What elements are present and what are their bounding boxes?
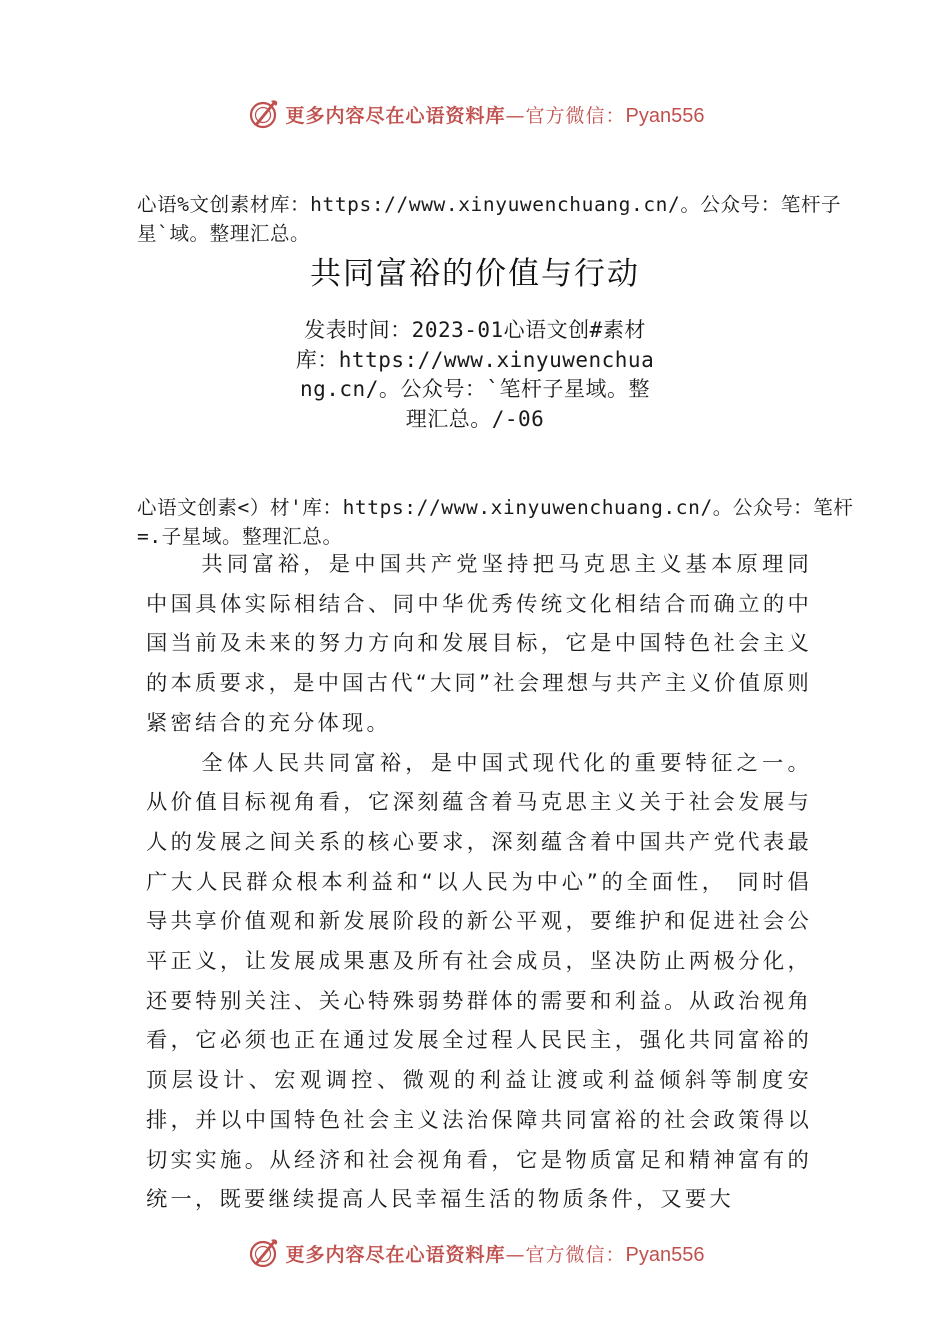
header-watermark-banner <box>0 92 950 136</box>
source-note-top: 心语%文创素材库：https://www.xinyuwenchuang.cn/。公众号：笔杆子星`域。整理汇总。 <box>137 193 842 245</box>
publish-meta: 发表时间：2023-01心语文创#素材库：https://www.xinyuwenchuang.cn/。公众号：`笔杆子星域。整理汇总。/-06 <box>295 318 655 431</box>
quill-seal-icon <box>246 1236 280 1270</box>
footer-watermark-banner <box>0 1231 950 1275</box>
watermark-text: 更多内容尽在心语资料库—官方微信：Pyan556 <box>285 1243 705 1266</box>
quill-seal-icon <box>246 97 280 131</box>
watermark-text: 更多内容尽在心语资料库—官方微信：Pyan556 <box>285 104 705 127</box>
article-title: 共同富裕的价值与行动 <box>310 256 640 292</box>
paragraph: 共同富裕，是中国共产党坚持把马克思主义基本原理同中国具体实际相结合、同中华优秀传统文化相结合而确立的中国当前及未来的努力方向和发展目标，它是中国特色社会主义的本质要求，是中国古代“大同”社会理想与共产主义价值原则紧密结合的充分体现。 <box>146 552 812 736</box>
source-note-middle: 心语文创素<）材'库：https://www.xinyuwenchuang.cn/。公众号：笔杆=.子星域。整理汇总。 <box>137 496 854 548</box>
paragraph: 全体人民共同富裕，是中国式现代化的重要特征之一。从价值目标视角看，它深刻蕴含着马克思主义关于社会发展与人的发展之间关系的核心要求，深刻蕴含着中国共产党代表最广大人民群众根本利益和“以人民为中心”的全面性， 同时倡导共享价值观和新发展阶段的新公平观，要维护和促进社会公平正义，让发展成果惠及所有社会成员，坚决防止两极分化，还要特别关注、关心特殊弱势群体的需要和利益。从政治视角看，它必须也正在通过发展全过程人民民主，强化共同富裕的顶层设计、宏观调控、微观的利益让渡或利益倾斜等制度安排，并以中国特色社会主义法治保障共同富裕的社会政策得以切实实施。从经济和社会视角看，它是物质富足和精神富有的统一，既要继续提高人民幸福生活的物质条件，又要大 <box>146 750 812 1213</box>
article-body <box>146 545 812 1220</box>
